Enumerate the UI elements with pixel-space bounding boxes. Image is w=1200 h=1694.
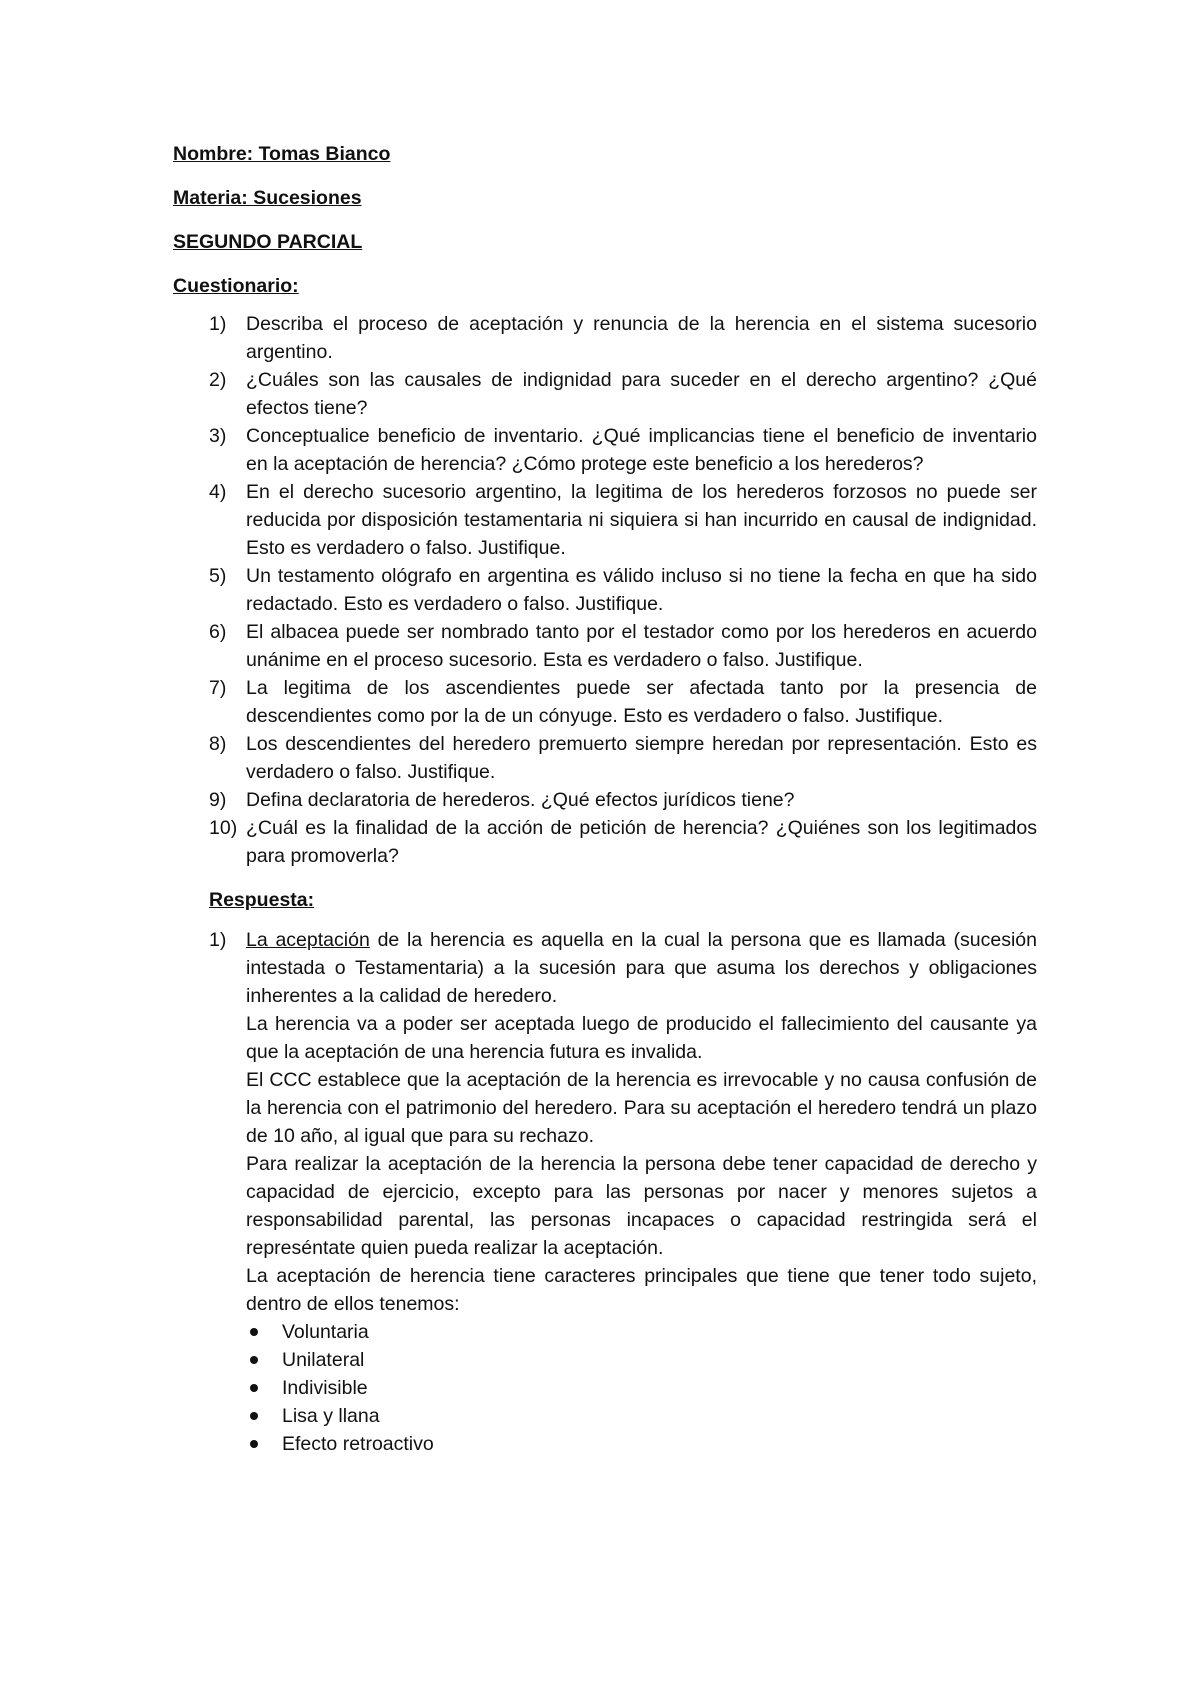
answer-paragraph: Para realizar la aceptación de la herencia la persona debe tener capacidad de derecho y capacidad de ejercicio, excepto para las personas por nacer y menores sujetos a responsabilidad parental, las personas incapaces o capacidad restringida será el represéntate quien pueda realizar la aceptación. xyxy=(246,1153,1037,1259)
answer-block xyxy=(173,926,1037,1458)
bullet-icon xyxy=(250,1412,258,1420)
list-item xyxy=(246,1430,1037,1458)
question-text: El albacea puede ser nombrado tanto por el testador como por los herederos en acuerdo unánime en el proceso sucesorio. Esta es verdadero o falso. Justifique. xyxy=(246,621,1037,671)
question-item xyxy=(173,366,1037,422)
question-text: Los descendientes del heredero premuerto siempre heredan por representación. Esto es verdadero o falso. Justifique. xyxy=(246,733,1037,783)
question-text: Conceptualice beneficio de inventario. ¿Qué implicancias tiene el beneficio de inventario en la aceptación de herencia? ¿Cómo protege este beneficio a los herederos? xyxy=(246,425,1037,475)
question-item xyxy=(173,618,1037,674)
bullet-icon xyxy=(250,1384,258,1392)
exam-title: SEGUNDO PARCIAL xyxy=(173,231,363,253)
list-item-text: Lisa y llana xyxy=(282,1405,380,1427)
list-item-text: Voluntaria xyxy=(282,1321,369,1343)
question-text: ¿Cuál es la finalidad de la acción de petición de herencia? ¿Quiénes son los legitimados para promoverla? xyxy=(246,817,1037,867)
answer-number: 1) xyxy=(209,929,227,951)
question-text: En el derecho sucesorio argentino, la legitima de los herederos forzosos no puede ser reducida por disposición testamentaria ni siquiera si han incurrido en causal de indignidad. Esto es verdadero o falso. Justifique. xyxy=(246,481,1037,559)
answer-paragraph xyxy=(246,926,1037,1010)
questionnaire-heading: Cuestionario: xyxy=(173,275,299,297)
question-number: 2) xyxy=(209,369,227,391)
answer-paragraph: La aceptación de herencia tiene caracteres principales que tiene que tener todo sujeto, dentro de ellos tenemos: xyxy=(246,1265,1037,1315)
document-content xyxy=(173,140,1037,1458)
characteristics-list xyxy=(246,1318,1037,1458)
list-item xyxy=(246,1318,1037,1346)
list-item-text: Indivisible xyxy=(282,1377,368,1399)
question-text: La legitima de los ascendientes puede ser afectada tanto por la presencia de descendientes como por la de un cónyuge. Esto es verdadero o falso. Justifique. xyxy=(246,677,1037,727)
subject-line: Materia: Sucesiones xyxy=(173,187,362,209)
question-list xyxy=(173,310,1037,870)
question-number: 10) xyxy=(209,817,238,839)
question-number: 8) xyxy=(209,733,227,755)
question-item xyxy=(173,562,1037,618)
student-name: Nombre: Tomas Bianco xyxy=(173,143,391,165)
list-item xyxy=(246,1346,1037,1374)
question-number: 4) xyxy=(209,481,227,503)
answer-paragraph: El CCC establece que la aceptación de la herencia es irrevocable y no causa confusión de la herencia con el patrimonio del heredero. Para su aceptación el heredero tendrá un plazo de 10 año, al igual que para su rechazo. xyxy=(246,1069,1037,1147)
answer-lead-text: de la herencia es aquella en la cual la persona que es llamada (sucesión intestada o Testamentaria) a la sucesión para que asuma los derechos y obligaciones inherentes a la calidad de heredero. xyxy=(246,929,1037,1007)
bullet-icon xyxy=(250,1440,258,1448)
list-item-text: Efecto retroactivo xyxy=(282,1433,434,1455)
question-item xyxy=(173,310,1037,366)
question-number: 3) xyxy=(209,425,227,447)
question-text: ¿Cuáles son las causales de indignidad para suceder en el derecho argentino? ¿Qué efectos tiene? xyxy=(246,369,1037,419)
list-item xyxy=(246,1374,1037,1402)
bullet-icon xyxy=(250,1356,258,1364)
question-item xyxy=(173,478,1037,562)
answer-heading: Respuesta: xyxy=(209,889,315,911)
question-text: Un testamento ológrafo en argentina es válido incluso si no tiene la fecha en que ha sido redactado. Esto es verdadero o falso. Justifique. xyxy=(246,565,1037,615)
question-number: 5) xyxy=(209,565,227,587)
question-text: Defina declaratoria de herederos. ¿Qué efectos jurídicos tiene? xyxy=(246,789,795,811)
question-item xyxy=(173,786,1037,814)
answer-lead-term: La aceptación xyxy=(246,929,370,951)
question-number: 6) xyxy=(209,621,227,643)
list-item xyxy=(246,1402,1037,1430)
question-number: 9) xyxy=(209,789,227,811)
bullet-icon xyxy=(250,1328,258,1336)
question-number: 7) xyxy=(209,677,227,699)
list-item-text: Unilateral xyxy=(282,1349,365,1371)
question-text: Describa el proceso de aceptación y renuncia de la herencia en el sistema sucesorio argentino. xyxy=(246,313,1037,363)
question-item xyxy=(173,814,1037,870)
answer-paragraph: La herencia va a poder ser aceptada luego de producido el fallecimiento del causante ya que la aceptación de una herencia futura es invalida. xyxy=(246,1013,1037,1063)
question-number: 1) xyxy=(209,313,227,335)
question-item xyxy=(173,730,1037,786)
question-item xyxy=(173,422,1037,478)
question-item xyxy=(173,674,1037,730)
